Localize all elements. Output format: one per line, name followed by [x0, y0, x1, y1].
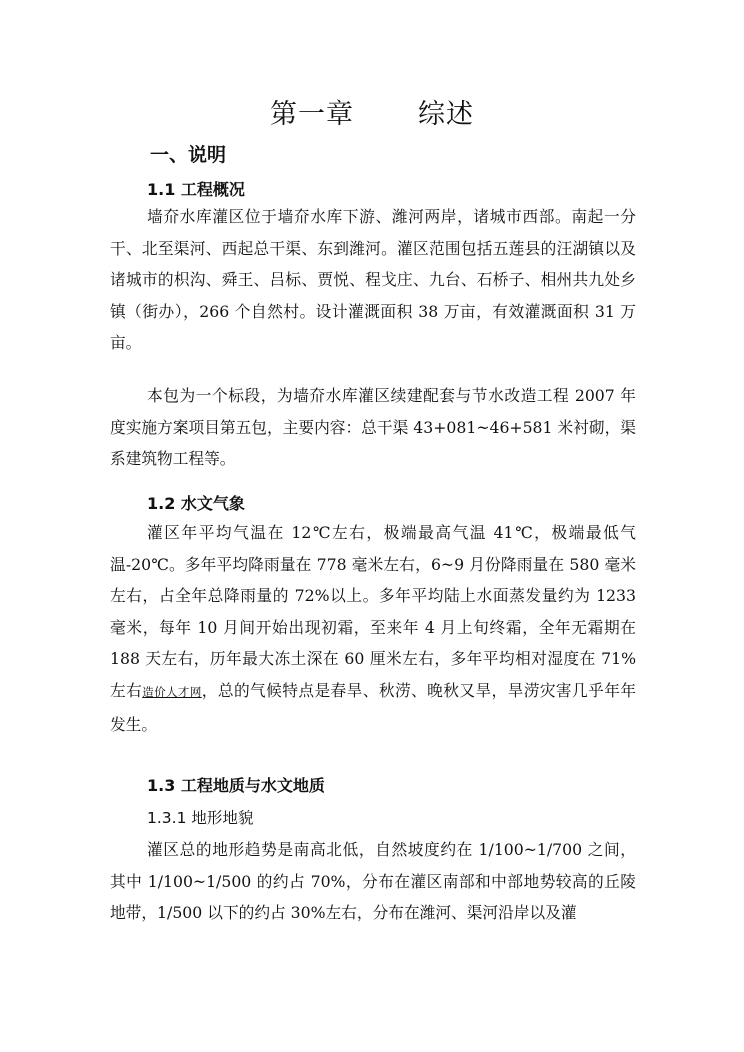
- climate-text-end: ，总的气候特点是春旱、秋涝、晚秋又旱，旱涝灾害几乎年年发生。: [110, 680, 637, 734]
- paragraph-terrain: 灌区总的地形趋势是南高北低，自然坡度约在 1/100~1/700 之间，其中 1/100~1/500 的约占 70%，分布在灌区南部和中部地势较高的丘陵地带，1/500 以下的约占 30%左右，分布在潍河、渠河沿岸以及灌: [110, 840, 636, 923]
- heading-project-overview: 1.1 工程概况: [147, 180, 245, 199]
- heading-hydrology-meteorology: 1.2 水文气象: [147, 494, 245, 513]
- paragraph-bid-section: 本包为一个标段，为墙夼水库灌区续建配套与节水改造工程 2007 年度实施方案项目第五包，主要内容：总干渠 43+081~46+581 米衬砌，渠系建筑物工程等。: [110, 386, 636, 469]
- climate-text: 灌区年平均气温在 12℃左右，极端最高气温 41℃，极端最低气温-20℃。多年平均降雨量在 778 毫米左右，6~9 月份降雨量在 580 毫米左右，占全年总降雨量的 72%以上。多年平均陆上水面蒸发量约为 1233 毫米，每年 10 月间开始出现初霜，至来年 4 月上旬终霜，全年无霜期在 188 天左右，历年最大冻土深在 60 厘米左右，多年平均相对湿度在 71%左右: [110, 523, 636, 700]
- paragraph-project-overview: 墙夼水库灌区位于墙夼水库下游、潍河两岸，诸城市西部。南起一分干、北至渠河、西起总干渠、东到潍河。灌区范围包括五莲县的汪湖镇以及诸城市的枳沟、舜王、吕标、贾悦、程戈庄、九台、石桥子、相州共九处乡镇（街办），266 个自然村。设计灌溉面积 38 万亩，有效灌溉面积 31 万亩。: [110, 207, 636, 353]
- watermark-text: 造价人才网: [142, 684, 202, 699]
- chapter-number: 第一章: [270, 99, 354, 130]
- heading-geology: 1.3 工程地质与水文地质: [147, 776, 325, 795]
- section-heading-description: 一、说明: [150, 144, 227, 166]
- chapter-title: [0, 92, 744, 131]
- paragraph-climate: [110, 517, 636, 740]
- chapter-name: 综述: [418, 99, 474, 130]
- heading-terrain: 1.3.1 地形地貌: [147, 809, 254, 827]
